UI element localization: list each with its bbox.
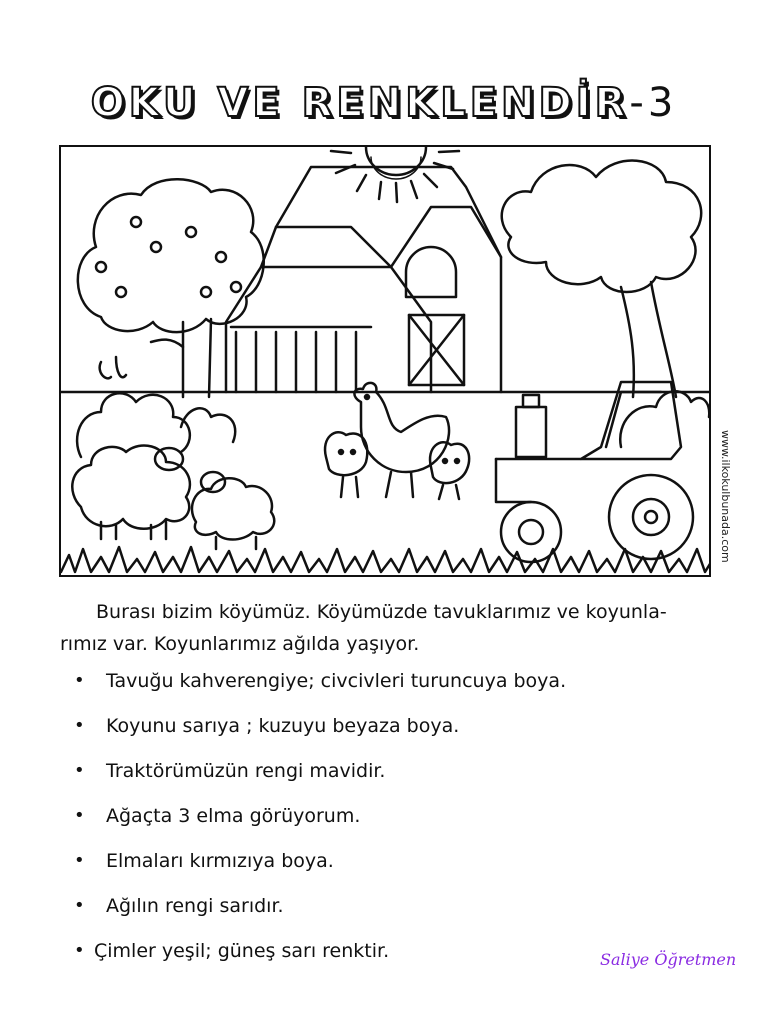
website-watermark: www.ilkokulbunada.com bbox=[719, 430, 732, 563]
lamb-icon bbox=[192, 472, 274, 549]
title-suffix: -3 bbox=[629, 80, 678, 126]
bullet-icon: • bbox=[74, 895, 85, 916]
intro-paragraph bbox=[60, 596, 730, 660]
tractor-icon bbox=[496, 382, 693, 562]
coloring-scene bbox=[59, 145, 711, 577]
intro-line-1: Burası bizim köyümüz. Köyümüzde tavuklarımız ve koyunla- bbox=[96, 601, 667, 623]
grass-icon bbox=[61, 547, 711, 572]
bullet-icon: • bbox=[74, 940, 85, 961]
bullet-icon: • bbox=[74, 670, 85, 691]
tree-icon bbox=[502, 161, 701, 397]
list-item: • Ağılın rengi sarıdır. bbox=[72, 891, 712, 936]
bush-icon bbox=[77, 357, 235, 457]
intro-line-2: rımız var. Koyunlarımız ağılda yaşıyor. bbox=[60, 633, 420, 655]
chick-icon bbox=[325, 432, 367, 497]
bullet-icon: • bbox=[74, 805, 85, 826]
list-item: • Elmaları kırmızıya boya. bbox=[72, 846, 712, 891]
chick-icon bbox=[430, 442, 469, 499]
sun-icon bbox=[331, 147, 459, 202]
sheep-icon bbox=[72, 445, 190, 539]
list-item: • Çimler yeşil; güneş sarı renktir. bbox=[72, 936, 712, 981]
bullet-icon: • bbox=[74, 850, 85, 871]
list-item: • Tavuğu kahverengiye; civcivleri turuncuya boya. bbox=[72, 666, 712, 711]
title-main: OKU VE RENKLENDİR bbox=[90, 80, 630, 126]
instruction-list bbox=[72, 666, 712, 981]
page-title bbox=[0, 80, 768, 126]
signature: Saliye Öğretmen bbox=[600, 950, 737, 969]
list-item: • Koyunu sarıya ; kuzuyu beyaza boya. bbox=[72, 711, 712, 756]
bush-icon bbox=[620, 391, 709, 447]
bullet-icon: • bbox=[74, 760, 85, 781]
bullet-icon: • bbox=[74, 715, 85, 736]
barn-icon bbox=[226, 167, 501, 392]
list-item: • Traktörümüzün rengi mavidir. bbox=[72, 756, 712, 801]
list-item: • Ağaçta 3 elma görüyorum. bbox=[72, 801, 712, 846]
